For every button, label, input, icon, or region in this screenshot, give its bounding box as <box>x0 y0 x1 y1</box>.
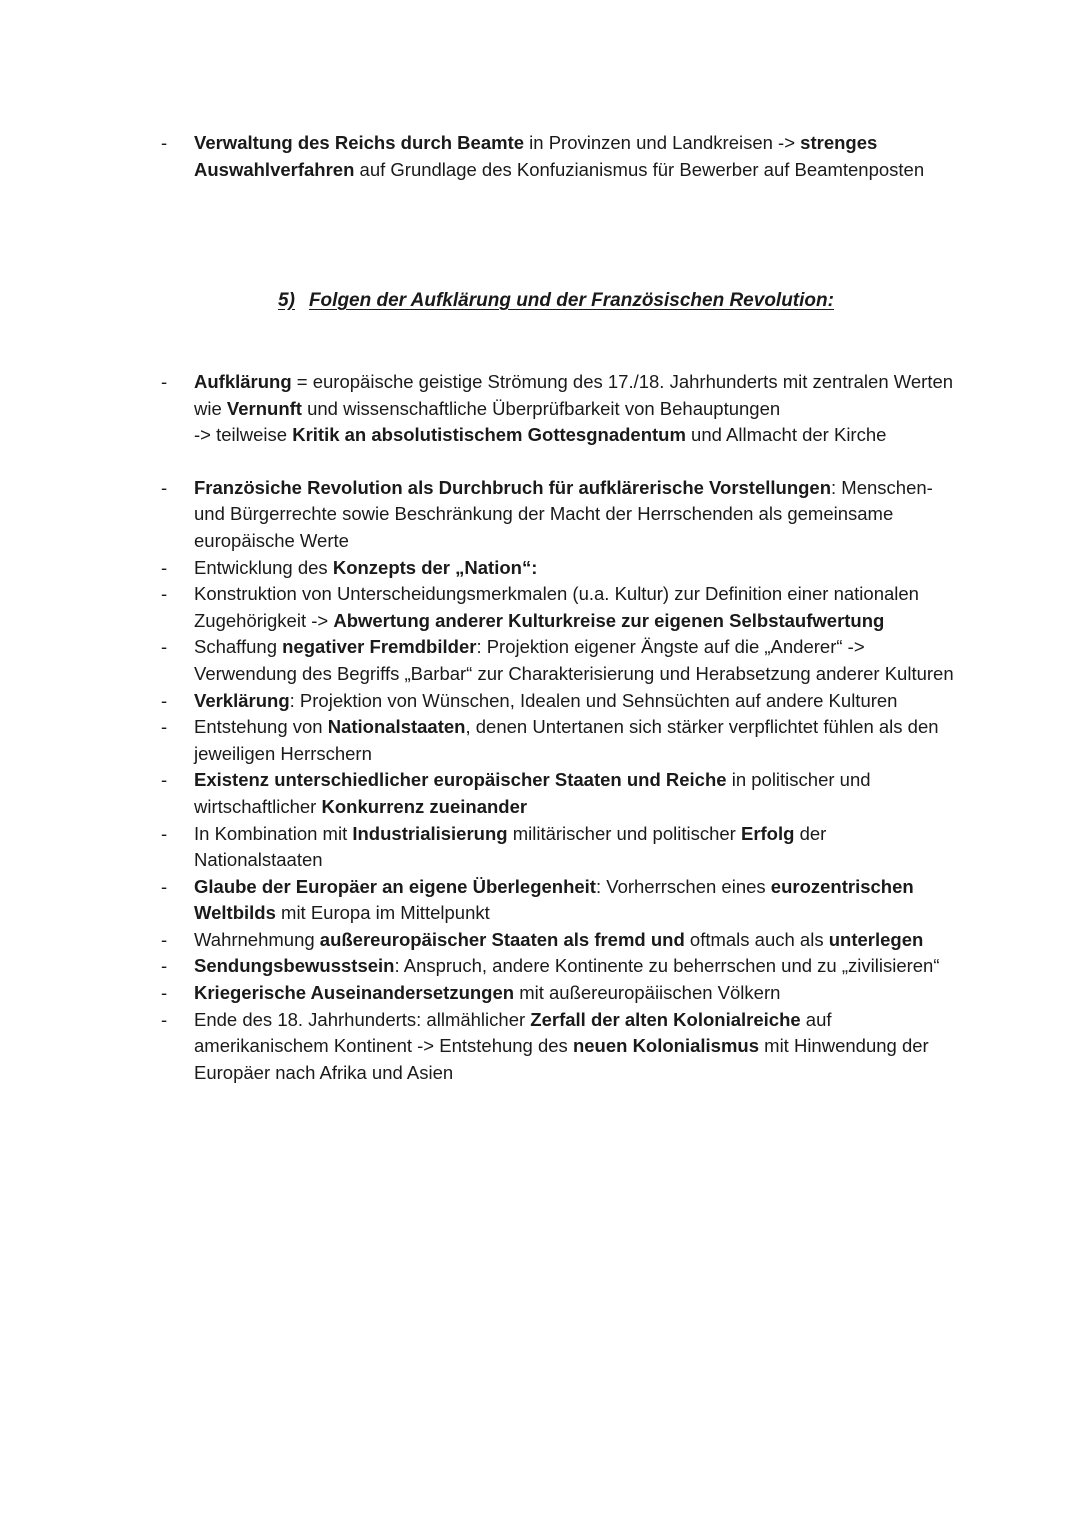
bold-text: Zerfall der alten Kolonialreiche <box>530 1008 801 1030</box>
bullet-item <box>0 555 1080 582</box>
bullet-item <box>0 369 1080 449</box>
text: In Kombination mit <box>194 822 353 844</box>
bold-text: Glaube der Europäer an eigene Überlegenheit <box>194 875 596 897</box>
text: in politischer und wirtschaftlicher <box>194 769 871 817</box>
bold-text: Aufklärung <box>194 371 292 392</box>
bold-text: unterlegen <box>828 928 924 950</box>
bullet-item <box>0 821 1080 874</box>
bullet-item <box>0 953 1080 980</box>
bullet-item <box>0 767 1080 820</box>
bold-text: Kritik an absolutistischem Gottesgnadentum <box>292 424 686 446</box>
bold-text: Kriegerische Auseinandersetzungen <box>194 982 515 1004</box>
text: , denen Untertanen sich stärker verpflichtet fühlen als den jeweiligen Herrschern <box>194 716 939 764</box>
bold-text: Konzepts der „Nation“: <box>332 556 538 578</box>
bold-text: Französiche Revolution als Durchbruch für aufklärerische Vorstellungen <box>194 476 832 498</box>
bullet-item <box>0 980 1080 1007</box>
text: : Vorherrschen eines <box>595 875 771 897</box>
text: : Projektion von Wünschen, Idealen und Sehnsüchten auf andere Kulturen <box>289 689 898 711</box>
text: Ende des 18. Jahrhunderts: allmählicher <box>194 1008 531 1030</box>
text: -> teilweise <box>194 424 293 446</box>
section-number: 5) <box>278 290 295 311</box>
bullet-item <box>0 1007 1080 1087</box>
bullet-item <box>0 634 1080 687</box>
bold-text: Konkurrenz zueinander <box>321 795 528 817</box>
bullet-list-section-4-continued <box>0 130 1080 183</box>
bold-text: Abwertung anderer Kulturkreise zur eigenen Selbstaufwertung <box>333 609 885 631</box>
text: Konstruktion von Unterscheidungsmerkmalen (u.a. Kultur) zur Definition einer nationalen Zugehörigkeit -> <box>194 583 919 631</box>
bullet-item <box>0 581 1080 634</box>
bold-text: außereuropäischer Staaten als fremd und <box>319 928 685 950</box>
bold-text: Verklärung <box>194 689 290 711</box>
bold-text: Sendungsbewusstsein <box>194 955 395 977</box>
text: und wissenschaftliche Überprüfbarkeit von Behauptungen <box>301 397 781 419</box>
bullet-item <box>0 475 1080 555</box>
section-heading <box>0 286 1080 316</box>
text: in Provinzen und Landkreisen -> <box>524 132 801 153</box>
text: und Allmacht der Kirche <box>685 424 887 446</box>
text: auf amerikanischem Kontinent -> Entstehung des <box>194 1008 832 1057</box>
bullet-item <box>0 874 1080 927</box>
text: : Anspruch, andere Kontinente zu beherrschen und zu „zivilisieren“ <box>394 955 940 977</box>
text: Entwicklung des <box>194 556 333 578</box>
text: militärischer und politischer <box>507 822 741 844</box>
text: Entstehung von <box>194 716 328 738</box>
bold-text: Vernunft <box>226 397 302 419</box>
bullet-item <box>0 714 1080 767</box>
bold-text: neuen Kolonialismus <box>572 1035 760 1057</box>
text: : Menschen- und Bürgerrechte sowie Beschränkung der Macht der Herrschenden als gemeinsame europäische Werte <box>194 476 933 551</box>
bullet-list-section-5 <box>0 369 1080 1086</box>
bold-text: eurozentrischen Weltbilds <box>194 875 914 924</box>
text: mit außereuropäiischen Völkern <box>514 982 781 1004</box>
text: oftmals auch als <box>684 928 829 950</box>
bold-text: Industrialisierung <box>352 822 508 844</box>
bold-text: Verwaltung des Reichs durch Beamte <box>194 132 525 153</box>
text: Schaffung <box>194 636 283 658</box>
bold-text: Existenz unterschiedlicher europäischer Staaten und Reiche <box>194 769 727 791</box>
text: der Nationalstaaten <box>194 822 827 871</box>
bold-text: negativer Fremdbilder <box>282 636 477 658</box>
bullet-item <box>0 927 1080 954</box>
text: Wahrnehmung <box>194 928 320 950</box>
bullet-item <box>0 130 1080 183</box>
text: mit Hinwendung der Europäer nach Afrika und Asien <box>194 1035 929 1083</box>
text: auf Grundlage des Konfuzianismus für Bewerber auf Beamtenposten <box>354 158 925 180</box>
text: : Projektion eigener Ängste auf die „Anderer“ -> Verwendung des Begriffs „Barbar“ zur Charakterisierung und Herabsetzung anderer Kulturen <box>194 636 954 684</box>
bullet-item <box>0 688 1080 715</box>
bold-text: Erfolg <box>740 822 795 844</box>
bold-text: strenges Auswahlverfahren <box>194 132 878 180</box>
text: mit Europa im Mittelpunkt <box>275 902 490 924</box>
text: = europäische geistige Strömung des 17./18. Jahrhunderts mit zentralen Werten wie <box>194 371 954 419</box>
section-title: Folgen der Aufklärung und der Französischen Revolution: <box>308 290 834 311</box>
bold-text: Nationalstaaten <box>327 716 466 738</box>
